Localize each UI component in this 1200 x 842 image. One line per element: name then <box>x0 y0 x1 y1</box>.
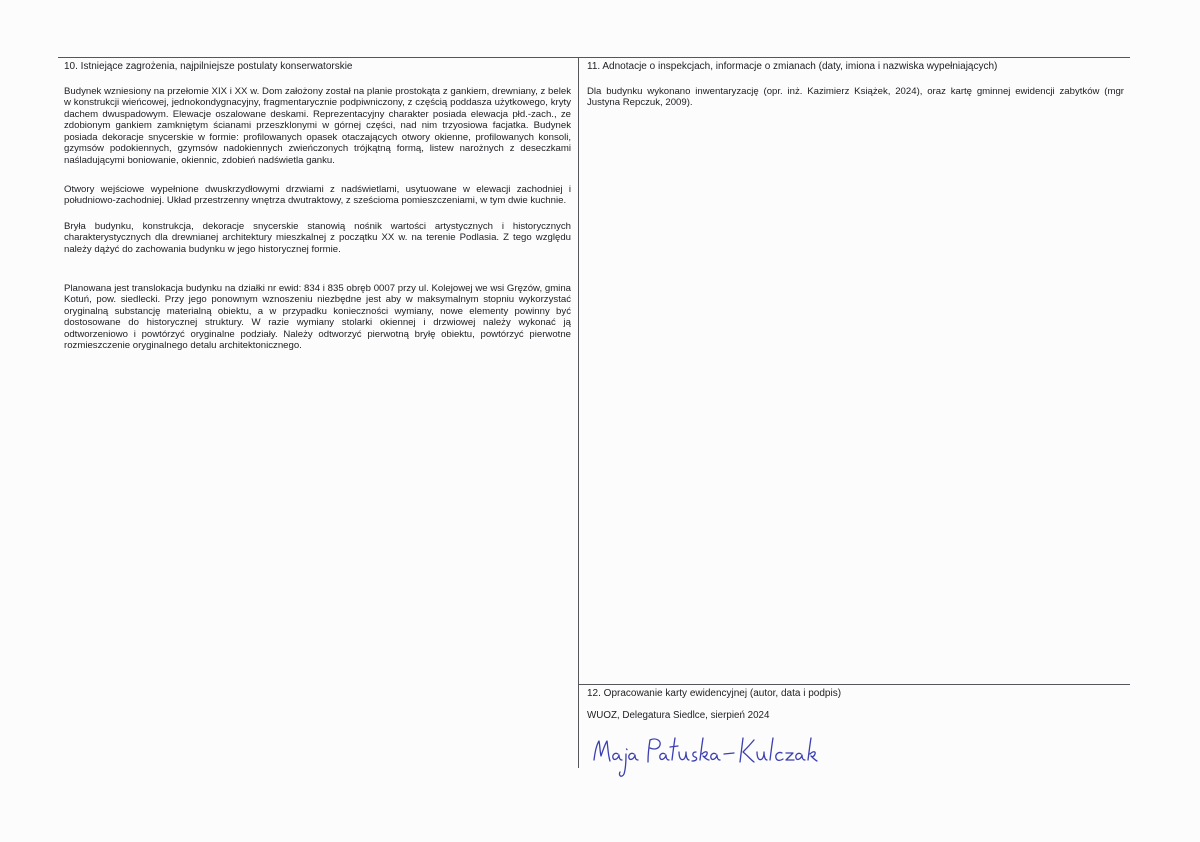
section-11-title: 11. Adnotacje o inspekcjach, informacje o zmianach (daty, imiona i nazwiska wypełniających) <box>587 61 998 72</box>
section-11-paragraph: Dla budynku wykonano inwentaryzację (opr. inż. Kazimierz Książek, 2024), oraz kartę gminnej ewidencji zabytków (mgr Justyna Repczuk, 2009). <box>587 86 1124 109</box>
section-10-paragraph-3: Bryła budynku, konstrukcja, dekoracje snycerskie stanowią nośnik wartości artystycznych i historycznych charakterystycznych dla drewnianej architektury mieszkalnej z początku XX w. na terenie Podlasia. Z tego względu należy dążyć do zachowania budynku w jego historycznej formie. <box>64 221 571 255</box>
author-line: WUOZ, Delegatura Siedlce, sierpień 2024 <box>587 710 770 721</box>
section-12-rule <box>578 684 1130 685</box>
section-10-paragraph-2: Otwory wejściowe wypełnione dwuskrzydłowymi drzwiami z nadświetlami, usytuowane w elewacji zachodniej i południowo-zachodniej. Układ przestrzenny wnętrza dwutraktowy, z sześcioma pomieszczeniami, w tym dwie kuchnie. <box>64 184 571 207</box>
section-12-title: 12. Opracowanie karty ewidencyjnej (autor, data i podpis) <box>587 688 842 699</box>
top-rule <box>58 57 1130 58</box>
section-10-paragraph-4: Planowana jest translokacja budynku na działki nr ewid: 834 i 835 obręb 0007 przy ul. Kolejowej we wsi Gręzów, gmina Kotuń, pow. siedlecki. Przy jego ponownym wznoszeniu niezbędne jest aby w maksymalnym stopniu wykorzystać oryginalną substancję materialną obiektu, a w przypadku konieczności wymiany, nowe elementy powinny być dostosowane do historycznej struktury. W razie wymiany stolarki okiennej i drzwiowej należy wykonać ją odtworzeniowo i powtórzyć oryginalne podziały. Należy odtworzyć pierwotną bryłę obiektu, powtórzyć pierwotne rozmieszczenie oryginalnego detalu architektonicznego. <box>64 283 571 352</box>
section-10-paragraph-1: Budynek wzniesiony na przełomie XIX i XX w. Dom założony został na planie prostokąta z gankiem, drewniany, z belek w konstrukcji wieńcowej, jednokondygnacyjny, fragmentarycznie podpiwniczony, z częścią poddasza użytkowego, kryty dachem dwuspadowym. Elewacje oszalowane deskami. Reprezentacyjny charakter posiada elewacja płd.-zach., ze zdobionym gankiem zamkniętym ścianami przeszklonymi w górnej części, nad nim trzyosiowa facjatka. Budynek posiada dekoracje snycerskie w formie: profilowanych opasek otaczających otwory okienne, profilowanych konsoli, gzymsów podokiennych, gzymsów nadokiennych zwieńczonych trójkątną formą, listew narożnych z deseczkami naśladującymi boniowanie, okiennic, zdobień nadświetla ganku. <box>64 86 571 166</box>
column-divider <box>578 57 579 768</box>
handwritten-signature <box>588 728 818 780</box>
section-10-title: 10. Istniejące zagrożenia, najpilniejsze postulaty konserwatorskie <box>64 61 353 72</box>
